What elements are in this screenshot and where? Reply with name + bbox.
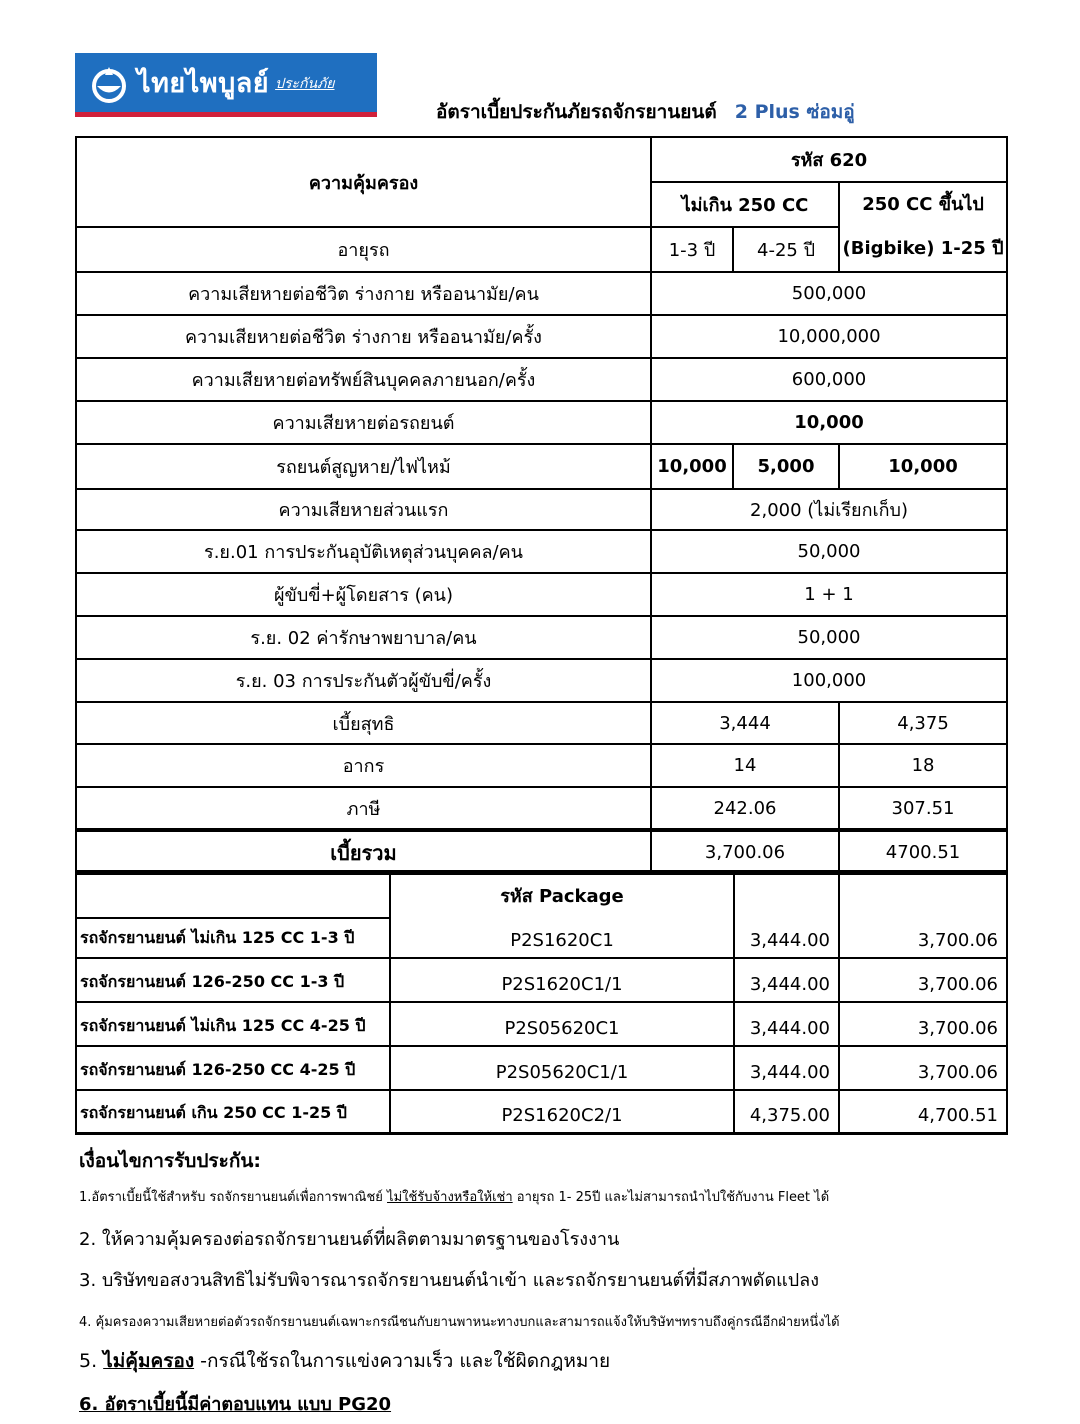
total-value-1: 3,700.06: [651, 830, 839, 874]
condition-5-underlined: ไม่คุ้มครอง: [103, 1350, 195, 1372]
package-total: 3,700.06: [839, 918, 1007, 958]
package-label: รถจักรยานยนต์ 126-250 CC 1-3 ปี: [76, 958, 390, 1002]
package-code: P2S05620C1: [390, 1002, 734, 1046]
row-label: ความเสียหายต่อทรัพย์สินบุคคลภายนอก/ครั้ง: [76, 358, 651, 401]
package-total: 3,700.06: [839, 958, 1007, 1002]
package-header-total: [839, 872, 1007, 918]
row-value: 600,000: [651, 358, 1007, 401]
code-header: รหัส 620: [651, 137, 1007, 182]
logo-name: ไทยไพบูลย์: [137, 68, 270, 99]
row-value: 2,000 (ไม่เรียกเก็บ): [651, 489, 1007, 530]
condition-1: [79, 1186, 829, 1207]
package-label: รถจักรยานยนต์ ไม่เกิน 125 CC 4-25 ปี: [76, 1002, 390, 1046]
package-code: P2S1620C1: [390, 918, 734, 958]
package-label: รถจักรยานยนต์ 126-250 CC 4-25 ปี: [76, 1046, 390, 1090]
package-code: P2S05620C1/1: [390, 1046, 734, 1090]
package-net: 3,444.00: [734, 1046, 839, 1090]
row-label: ร.ย.01 การประกันอุบัติเหตุส่วนบุคคล/คน: [76, 530, 651, 573]
premium-value-2: 4,375: [839, 702, 1007, 744]
package-header-empty: [76, 872, 390, 918]
package-header-net: [734, 872, 839, 918]
age-4-25: 4-25 ปี: [733, 227, 839, 272]
premium-value-1: 242.06: [651, 787, 839, 830]
premium-value-1: 3,444: [651, 702, 839, 744]
page-title: [436, 97, 855, 127]
premium-value-2: 18: [839, 744, 1007, 787]
age-1-3: 1-3 ปี: [651, 227, 733, 272]
row-value: 10,000,000: [651, 315, 1007, 358]
row-label: ความเสียหายส่วนแรก: [76, 489, 651, 530]
package-net: 3,444.00: [734, 1002, 839, 1046]
cc-over-header: [839, 182, 1007, 272]
coverage-table: [75, 136, 1008, 875]
row-value: 1 + 1: [651, 573, 1007, 616]
company-logo: [75, 53, 377, 117]
package-total: 3,700.06: [839, 1002, 1007, 1046]
condition-1-underlined: ไม่ใช้รับจ้างหรือให้เช่า: [387, 1190, 513, 1205]
condition-4: 4. คุ้มครองความเสียหายต่อตัวรถจักรยานยนต์เฉพาะกรณีชนกับยานพาหนะทางบกและสามารถแจ้งให้บริษัทฯทราบถึงคู่กรณีอีกฝ่ายหนึ่งได้: [79, 1315, 840, 1330]
premium-value-1: 14: [651, 744, 839, 787]
loss-fire-value-2: 5,000: [733, 444, 839, 489]
total-value-2: 4700.51: [839, 830, 1007, 874]
conditions-title: เงื่อนไขการรับประกัน:: [79, 1150, 261, 1172]
row-value: 50,000: [651, 616, 1007, 659]
loss-fire-value-1: 10,000: [651, 444, 733, 489]
loss-fire-value-3: 10,000: [839, 444, 1007, 489]
row-value: 10,000: [651, 401, 1007, 444]
loss-fire-label: รถยนต์สูญหาย/ไฟไหม้: [76, 444, 651, 489]
package-net: 3,444.00: [734, 918, 839, 958]
condition-5: [79, 1346, 610, 1376]
condition-2: 2. ให้ความคุ้มครองต่อรถจักรยานยนต์ที่ผลิตตามมาตรฐานของโรงงาน: [79, 1229, 620, 1250]
package-total: 4,700.51: [839, 1090, 1007, 1134]
package-label: รถจักรยานยนต์ เกิน 250 CC 1-25 ปี: [76, 1090, 390, 1134]
total-label: เบี้ยรวม: [76, 830, 651, 874]
premium-label: เบี้ยสุทธิ: [76, 702, 651, 744]
plan-name: 2 Plus ซ่อมอู่: [734, 101, 855, 123]
row-label: ความเสียหายต่อรถยนต์: [76, 401, 651, 444]
coverage-header: ความคุ้มครอง: [76, 137, 651, 227]
row-label: ความเสียหายต่อชีวิต ร่างกาย หรืออนามัย/ครั้ง: [76, 315, 651, 358]
condition-1-tail: อายุรถ 1- 25ปี และไม่สามารถนำไปใช้กับงาน Fleet ได้: [512, 1190, 830, 1205]
package-total: 3,700.06: [839, 1046, 1007, 1090]
cc-not-over-header: ไม่เกิน 250 CC: [651, 182, 839, 227]
row-label: ร.ย. 02 ค่ารักษาพยาบาล/คน: [76, 616, 651, 659]
package-code: P2S1620C1/1: [390, 958, 734, 1002]
row-label: ผู้ขับขี่+ผู้โดยสาร (คน): [76, 573, 651, 616]
premium-value-2: 307.51: [839, 787, 1007, 830]
row-label: ร.ย. 03 การประกันตัวผู้ขับขี่/ครั้ง: [76, 659, 651, 702]
row-label: ความเสียหายต่อชีวิต ร่างกาย หรืออนามัย/คน: [76, 272, 651, 315]
package-table: [75, 870, 1008, 1135]
package-label: รถจักรยานยนต์ ไม่เกิน 125 CC 1-3 ปี: [76, 918, 390, 958]
row-value: 50,000: [651, 530, 1007, 573]
age-label: อายุรถ: [76, 227, 651, 272]
cc-over-label: 250 CC ขึ้นไป: [862, 194, 984, 215]
package-net: 3,444.00: [734, 958, 839, 1002]
condition-5-number: 5.: [79, 1350, 104, 1372]
condition-3: 3. บริษัทขอสงวนสิทธิไม่รับพิจารณารถจักรยานยนต์นำเข้า และรถจักรยานยนต์ที่มีสภาพดัดแปลง: [79, 1270, 820, 1291]
condition-1-text: 1.อัตราเบี้ยนี้ใช้สำหรับ รถจักรยานยนต์เพื่อการพาณิชย์: [79, 1190, 388, 1205]
package-code: P2S1620C2/1: [390, 1090, 734, 1134]
condition-6: 6. อัตราเบี้ยนี้มีค่าตอบแทน แบบ PG20: [79, 1394, 392, 1415]
premium-label: อากร: [76, 744, 651, 787]
package-code-header: รหัส Package: [390, 872, 734, 918]
condition-5-tail: -กรณีใช้รถในการแข่งความเร็ว และใช้ผิดกฎหมาย: [194, 1350, 611, 1372]
premium-label: ภาษี: [76, 787, 651, 830]
title-text: อัตราเบี้ยประกันภัยรถจักรยานยนต์: [436, 101, 717, 123]
age-bigbike: (Bigbike) 1-25 ปี: [842, 238, 1004, 259]
row-value: 100,000: [651, 659, 1007, 702]
logo-subtitle: ประกันภัย: [275, 75, 335, 92]
package-net: 4,375.00: [734, 1090, 839, 1134]
row-value: 500,000: [651, 272, 1007, 315]
logo-emblem-icon: [87, 61, 131, 105]
